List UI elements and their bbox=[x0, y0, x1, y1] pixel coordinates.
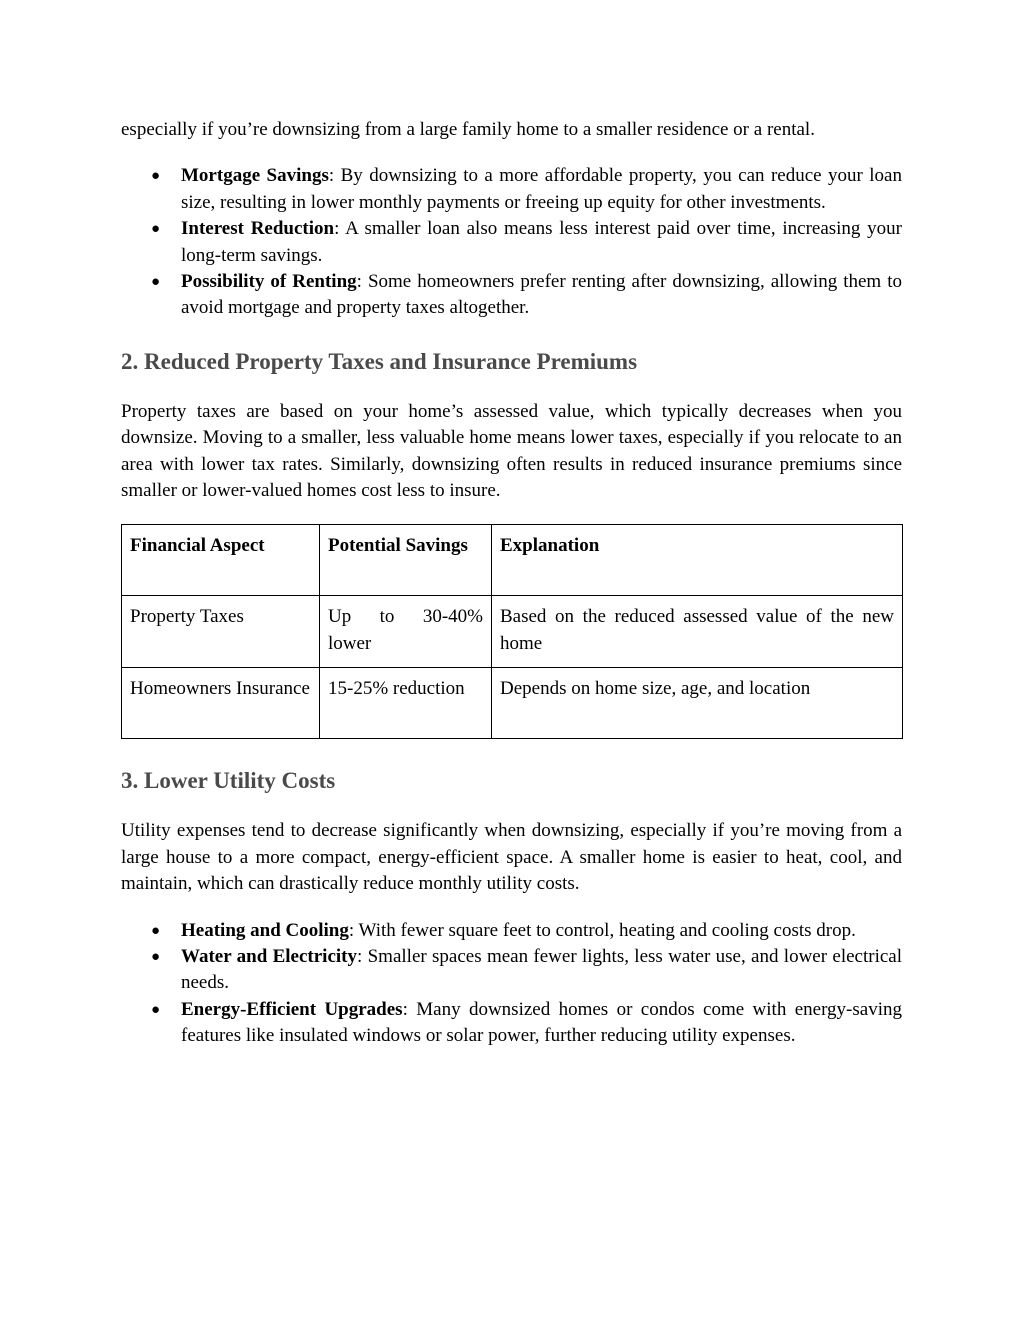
bullet-icon: ● bbox=[151, 168, 161, 185]
table-cell: Homeowners Insurance bbox=[122, 668, 320, 739]
table-row bbox=[122, 668, 903, 739]
table-cell: Up to 30-40% lower bbox=[320, 596, 492, 668]
table-cell: Depends on home size, age, and location bbox=[492, 668, 903, 739]
savings-table bbox=[121, 524, 903, 739]
list-item bbox=[121, 997, 902, 1050]
bullet-icon: ● bbox=[151, 922, 161, 939]
bullet-text: : By downsizing to a more affordable property, you can reduce your loan size, resulting in lower monthly payments or freeing up equity for other investments. bbox=[181, 165, 902, 213]
bullet-term: Mortgage Savings bbox=[181, 165, 329, 187]
table-cell: Based on the reduced assessed value of the new home bbox=[492, 596, 903, 668]
list-item bbox=[121, 216, 902, 269]
list-item bbox=[121, 944, 902, 997]
bullet-icon: ● bbox=[151, 1001, 161, 1018]
bullet-text: : With fewer square feet to control, heating and cooling costs drop. bbox=[348, 919, 856, 941]
bullet-text: : A smaller loan also means less interest paid over time, increasing your long-term savings. bbox=[181, 218, 902, 266]
table-header-cell: Explanation bbox=[492, 525, 903, 596]
bullet-text: : Smaller spaces mean fewer lights, less water use, and lower electrical needs. bbox=[181, 945, 902, 994]
intro-paragraph: especially if you’re downsizing from a large family home to a smaller residence or a rental. bbox=[121, 119, 815, 140]
bullet-icon: ● bbox=[151, 274, 161, 291]
table-cell: Property Taxes bbox=[122, 596, 320, 668]
section-heading-taxes: 2. Reduced Property Taxes and Insurance Premiums bbox=[121, 348, 638, 374]
table-cell: 15-25% reduction bbox=[320, 668, 492, 739]
taxes-paragraph: Property taxes are based on your home’s assessed value, which typically decreases when you downsize. Moving to a smaller, less valuable home means lower taxes, especially if you relocate to an area with lower tax rates. Similarly, downsizing often results in reduced insurance premiums since smaller or lower-valued homes cost less to insure. bbox=[121, 400, 902, 502]
bullet-term: Heating and Cooling bbox=[181, 919, 349, 941]
bullet-term: Energy-Efficient Upgrades bbox=[181, 998, 403, 1020]
list-item bbox=[121, 269, 902, 322]
table-row bbox=[122, 596, 903, 668]
bullet-term: Interest Reduction bbox=[181, 218, 335, 240]
document-page bbox=[121, 117, 902, 1050]
bullet-term: Possibility of Renting bbox=[181, 271, 357, 293]
table-header-cell: Financial Aspect bbox=[122, 525, 320, 596]
mortgage-bullet-list bbox=[121, 163, 902, 321]
bullet-text: : Many downsized homes or condos come with energy-saving features like insulated windows or solar power, further reducing utility expenses. bbox=[181, 998, 902, 1047]
bullet-icon: ● bbox=[151, 948, 161, 965]
section-heading-utility: 3. Lower Utility Costs bbox=[121, 768, 336, 794]
table-header-cell: Potential Savings bbox=[320, 525, 492, 596]
table-header-row bbox=[122, 525, 903, 596]
utility-bullet-list bbox=[121, 918, 902, 1050]
bullet-text: : Some homeowners prefer renting after downsizing, allowing them to avoid mortgage and property taxes altogether. bbox=[181, 271, 902, 319]
bullet-icon: ● bbox=[151, 221, 161, 238]
utility-paragraph: Utility expenses tend to decrease significantly when downsizing, especially if you’re moving from a large house to a more compact, energy-efficient space. A smaller home is easier to heat, cool, and maintain, which can drastically reduce monthly utility costs. bbox=[121, 820, 902, 895]
bullet-term: Water and Electricity bbox=[181, 945, 357, 967]
list-item bbox=[121, 918, 902, 944]
list-item bbox=[121, 163, 902, 216]
